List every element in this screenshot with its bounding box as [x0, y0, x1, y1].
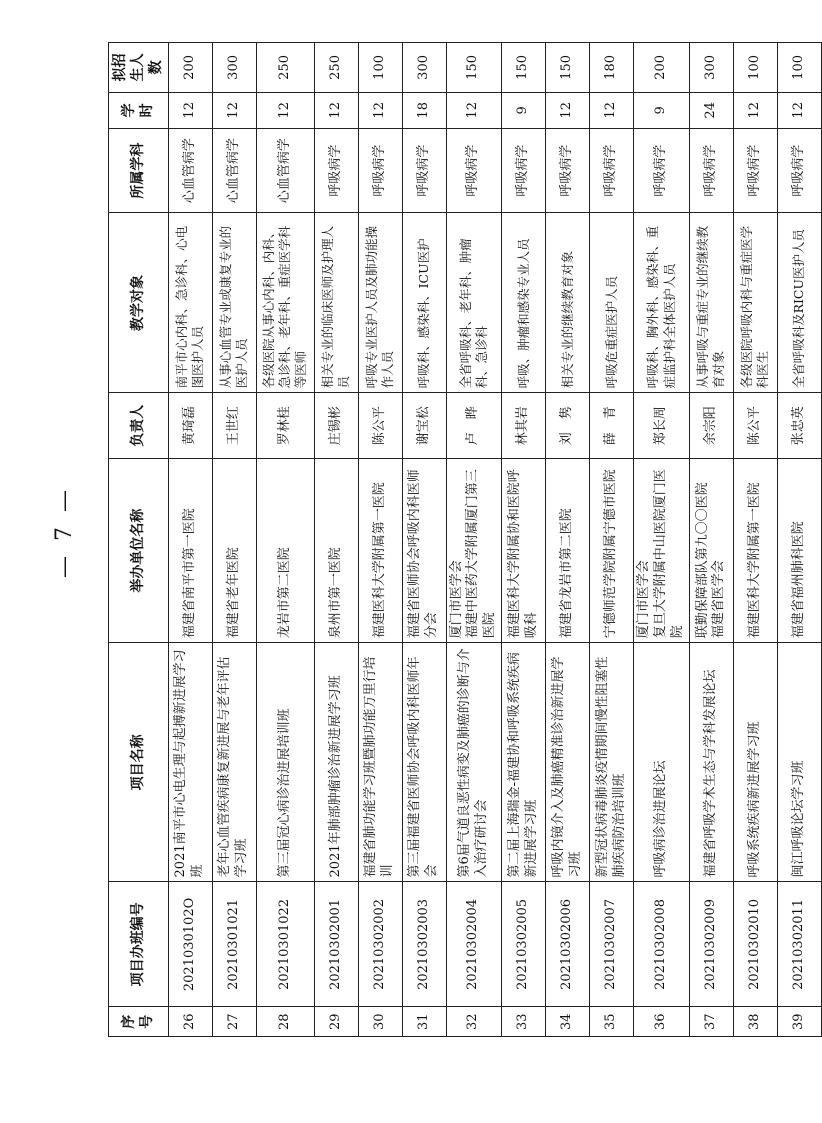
cell-hours: 12 — [446, 92, 502, 128]
cell-discipline: 心血管病学 — [212, 128, 256, 213]
cell-target: 呼吸危重症医护人员 — [590, 213, 634, 393]
cell-lead: 郑长周 — [634, 393, 690, 459]
cell-name: 第三届冠心病诊治进展培训班 — [256, 643, 314, 882]
cell-target: 相关专业的继续教育对象 — [546, 213, 590, 393]
cell-discipline: 呼吸病学 — [358, 128, 402, 213]
cell-org: 厦门市医学会 福建中医药大学附属厦门第三医院 — [446, 459, 502, 643]
cell-name: 老年心血管疾病康复新进展与老年评估学习班 — [212, 643, 256, 882]
cell-code: 20210302001 — [314, 882, 358, 1007]
table-row — [733, 43, 777, 1037]
table-body — [168, 43, 821, 1037]
cell-no: 36 — [634, 1007, 690, 1037]
cell-enroll: 250 — [314, 43, 358, 93]
table-row — [402, 43, 446, 1037]
cell-discipline: 呼吸病学 — [590, 128, 634, 213]
cell-discipline: 呼吸病学 — [314, 128, 358, 213]
cell-lead: 刘 隽 — [546, 393, 590, 459]
header-code: 项目办班编号 — [109, 882, 169, 1007]
cell-discipline: 呼吸病学 — [689, 128, 733, 213]
header-no: 序号 — [109, 1007, 169, 1037]
cell-code: 20210302005 — [502, 882, 546, 1007]
cell-lead: 黄琦磊 — [168, 393, 212, 459]
cell-org: 福建医科大学附属第一医院 — [733, 459, 777, 643]
cell-code: 20210302003 — [402, 882, 446, 1007]
table-row — [212, 43, 256, 1037]
cell-code: 20210302006 — [546, 882, 590, 1007]
cell-target: 呼吸专业医护人员及肺功能操作人员 — [358, 213, 402, 393]
cell-no: 28 — [256, 1007, 314, 1037]
cell-target: 从事心血管专业或康复专业的医护人员 — [212, 213, 256, 393]
cell-no: 30 — [358, 1007, 402, 1037]
cell-code: 20210302007 — [590, 882, 634, 1007]
cell-hours: 24 — [689, 92, 733, 128]
cell-name: 闽江呼吸论坛学习班 — [777, 643, 821, 882]
cell-code: 20210302004 — [446, 882, 502, 1007]
header-enroll: 拟招生人数 — [109, 43, 169, 93]
cell-no: 33 — [502, 1007, 546, 1037]
cell-hours: 12 — [212, 92, 256, 128]
cell-discipline: 呼吸病学 — [446, 128, 502, 213]
cell-org: 宁德师范学院附属宁德市医院 — [590, 459, 634, 643]
page-number: — 7 — — [52, 486, 77, 578]
cell-lead: 陈公平 — [733, 393, 777, 459]
cell-name: 呼吸系统疾病新进展学习班 — [733, 643, 777, 882]
cell-org: 福建省医师协会呼吸内科医师分会 — [402, 459, 446, 643]
header-row — [109, 43, 169, 1037]
cell-code: 20210301022 — [256, 882, 314, 1007]
cell-name: 2021年肺部肿瘤诊治新进展学习班 — [314, 643, 358, 882]
cell-hours: 12 — [777, 92, 821, 128]
cell-enroll: 100 — [358, 43, 402, 93]
cell-hours: 12 — [358, 92, 402, 128]
cell-target: 全省呼吸科及RICU医护人员 — [777, 213, 821, 393]
cell-target: 呼吸科、胸外科、感染科、重症监护科全体医护人员 — [634, 213, 690, 393]
cell-discipline: 呼吸病学 — [546, 128, 590, 213]
cell-enroll: 150 — [546, 43, 590, 93]
cell-code: 20210302010 — [733, 882, 777, 1007]
cell-enroll: 200 — [634, 43, 690, 93]
cell-name: 第三届福建省医师协会呼吸内科医师年会 — [402, 643, 446, 882]
cell-hours: 9 — [502, 92, 546, 128]
cell-discipline: 呼吸病学 — [733, 128, 777, 213]
cell-no: 29 — [314, 1007, 358, 1037]
cell-org: 福建省龙岩市第二医院 — [546, 459, 590, 643]
cell-name: 呼吸内镜介入及肺癌精准诊治新进展学习班 — [546, 643, 590, 882]
table-row — [314, 43, 358, 1037]
cell-hours: 12 — [256, 92, 314, 128]
cell-code: 20210302008 — [634, 882, 690, 1007]
table-row — [590, 43, 634, 1037]
cell-target: 各级医院呼吸内科与重症医学科医生 — [733, 213, 777, 393]
cell-lead: 王世红 — [212, 393, 256, 459]
cell-target: 呼吸、肿瘤和感染专业人员 — [502, 213, 546, 393]
cell-enroll: 100 — [777, 43, 821, 93]
cell-lead: 薛 青 — [590, 393, 634, 459]
cell-discipline: 心血管病学 — [256, 128, 314, 213]
cell-org: 福建医科大学附属第一医院 — [358, 459, 402, 643]
cell-code: 20210301021 — [212, 882, 256, 1007]
cell-lead: 罗林桂 — [256, 393, 314, 459]
cell-no: 32 — [446, 1007, 502, 1037]
cell-hours: 12 — [590, 92, 634, 128]
cell-no: 34 — [546, 1007, 590, 1037]
cell-discipline: 呼吸病学 — [777, 128, 821, 213]
cell-discipline: 呼吸病学 — [402, 128, 446, 213]
table-row — [502, 43, 546, 1037]
cell-no: 35 — [590, 1007, 634, 1037]
cell-discipline: 呼吸病学 — [502, 128, 546, 213]
course-table — [108, 42, 822, 1037]
cell-enroll: 300 — [212, 43, 256, 93]
header-org: 举办单位名称 — [109, 459, 169, 643]
table-row — [689, 43, 733, 1037]
cell-discipline: 心血管病学 — [168, 128, 212, 213]
header-hours: 学时 — [109, 92, 169, 128]
cell-hours: 12 — [314, 92, 358, 128]
cell-no: 37 — [689, 1007, 733, 1037]
cell-hours: 12 — [733, 92, 777, 128]
cell-enroll: 200 — [168, 43, 212, 93]
cell-no: 26 — [168, 1007, 212, 1037]
cell-enroll: 150 — [446, 43, 502, 93]
cell-lead: 卢 晔 — [446, 393, 502, 459]
cell-enroll: 300 — [689, 43, 733, 93]
cell-org: 福建省福州肺科医院 — [777, 459, 821, 643]
cell-lead: 林其岩 — [502, 393, 546, 459]
cell-no: 39 — [777, 1007, 821, 1037]
cell-discipline: 呼吸病学 — [634, 128, 690, 213]
cell-code: 20210302009 — [689, 882, 733, 1007]
cell-name: 福建省呼吸学术生态与学科发展论坛 — [689, 643, 733, 882]
cell-name: 第6届气道良恶性病变及肺癌的诊断与介入治疗研讨会 — [446, 643, 502, 882]
cell-org: 福建省老年医院 — [212, 459, 256, 643]
cell-code: 2021030102O — [168, 882, 212, 1007]
cell-enroll: 250 — [256, 43, 314, 93]
cell-name: 福建省肺功能学习班暨肺功能万里行培训 — [358, 643, 402, 882]
cell-name: 新型冠状病毒肺炎疫情期间慢性阻塞性肺疾病防治培训班 — [590, 643, 634, 882]
cell-org: 龙岩市第二医院 — [256, 459, 314, 643]
cell-hours: 9 — [634, 92, 690, 128]
cell-no: 27 — [212, 1007, 256, 1037]
cell-enroll: 300 — [402, 43, 446, 93]
cell-hours: 12 — [168, 92, 212, 128]
cell-name: 呼吸病诊治进展论坛 — [634, 643, 690, 882]
cell-code: 20210302002 — [358, 882, 402, 1007]
cell-lead: 庄锡彬 — [314, 393, 358, 459]
cell-target: 呼吸科、感染科、ICU医护 — [402, 213, 446, 393]
cell-lead: 张忠英 — [777, 393, 821, 459]
cell-lead: 余宗阳 — [689, 393, 733, 459]
header-name: 项目名称 — [109, 643, 169, 882]
cell-no: 31 — [402, 1007, 446, 1037]
cell-lead: 陈公平 — [358, 393, 402, 459]
cell-hours: 18 — [402, 92, 446, 128]
cell-org: 泉州市第一医院 — [314, 459, 358, 643]
table-row — [634, 43, 690, 1037]
cell-org: 联勤保障部队第九〇〇医院 福建省医学会 — [689, 459, 733, 643]
table-row — [168, 43, 212, 1037]
cell-enroll: 100 — [733, 43, 777, 93]
table-row — [777, 43, 821, 1037]
cell-org: 福建医科大学附属协和医院呼吸科 — [502, 459, 546, 643]
cell-enroll: 150 — [502, 43, 546, 93]
cell-enroll: 180 — [590, 43, 634, 93]
cell-target: 各级医院从事心内科、内科、急诊科、老年科、重症医学科等医师 — [256, 213, 314, 393]
header-target: 教学对象 — [109, 213, 169, 393]
cell-code: 20210302011 — [777, 882, 821, 1007]
table-row — [256, 43, 314, 1037]
table-row — [446, 43, 502, 1037]
cell-name: 2021南平市心电生理与起搏新进展学习班 — [168, 643, 212, 882]
cell-org: 厦门市医学会 复旦大学附属中山医院厦门医院 — [634, 459, 690, 643]
cell-target: 南平市心内科、急诊科、心电图医护人员 — [168, 213, 212, 393]
header-discipline: 所属学科 — [109, 128, 169, 213]
cell-name: 第二届上海瑞金-福建协和呼吸系统疾病新进展学习班 — [502, 643, 546, 882]
cell-target: 全省呼吸科、老年科、肿瘤科、急诊科 — [446, 213, 502, 393]
table-row — [546, 43, 590, 1037]
cell-target: 相关专业的临床医师及护理人员 — [314, 213, 358, 393]
cell-target: 从事呼吸与重症专业的继续教育对象 — [689, 213, 733, 393]
header-lead: 负责人 — [109, 393, 169, 459]
cell-hours: 12 — [546, 92, 590, 128]
cell-no: 38 — [733, 1007, 777, 1037]
table-row — [358, 43, 402, 1037]
cell-lead: 谢宝松 — [402, 393, 446, 459]
cell-org: 福建省南平市第一医院 — [168, 459, 212, 643]
